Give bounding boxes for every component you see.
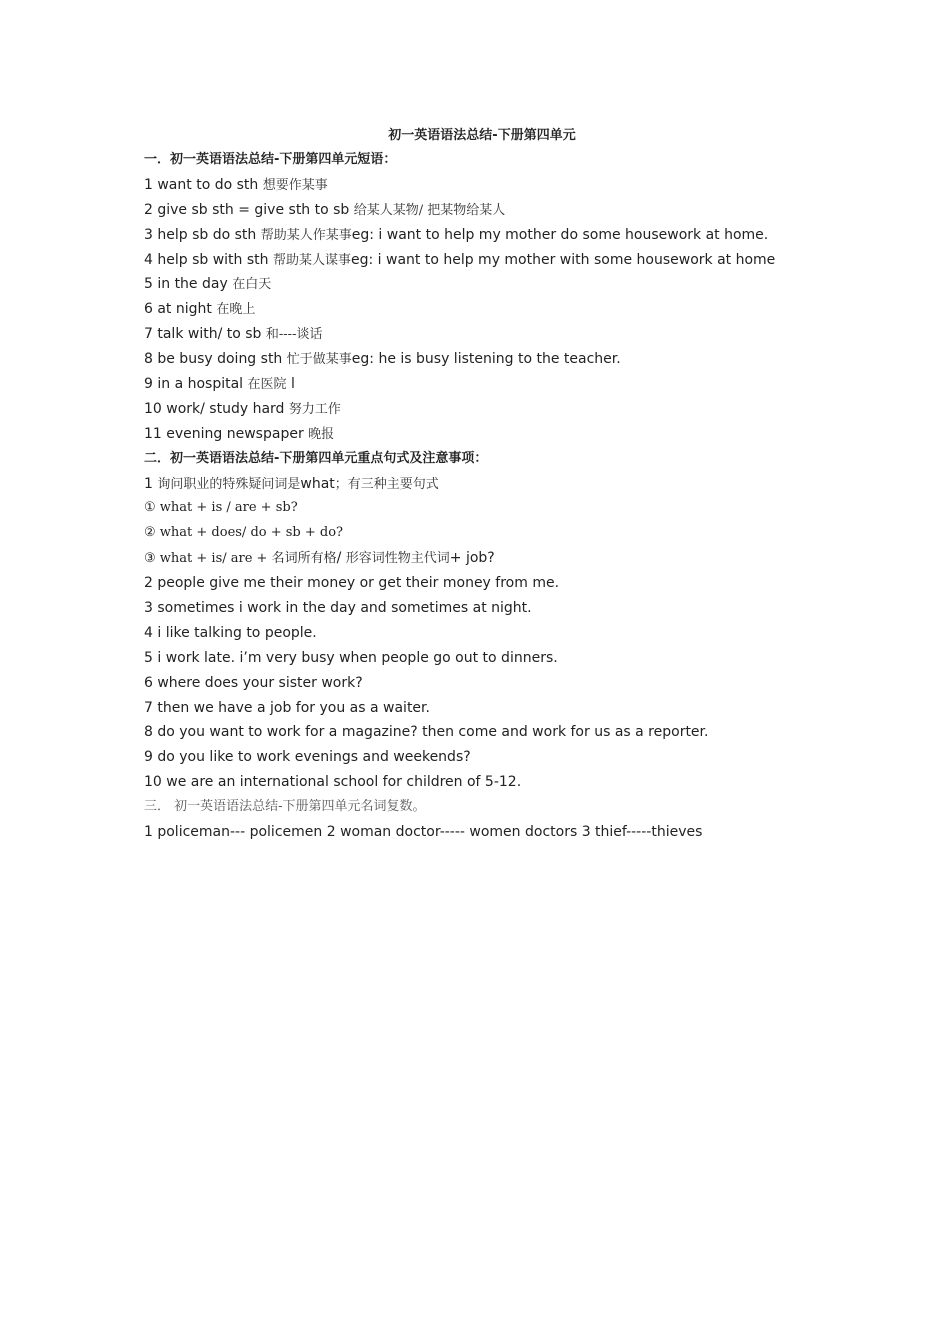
phrase-list (144, 173, 824, 447)
phrase-item: 4 help sb with sth 帮助某人谋事eg: i want to help my mother with some housework at home (144, 251, 776, 268)
sentence-item: 10 we are an international school for children of 5-12. (144, 774, 522, 791)
sentence-item: 5 i work late. i’m very busy when people go out to dinners. (144, 649, 558, 666)
phrase-item: 6 at night 在晚上 (144, 301, 256, 318)
sentence-item: 8 do you want to work for a magazine? then come and work for us as a reporter. (144, 724, 709, 741)
phrase-item: 2 give sb sth = give sth to sb 给某人某物/ 把某物给某人 (144, 201, 506, 218)
phrase-item: 10 work/ study hard 努力工作 (144, 400, 341, 417)
sentence-item: 3 sometimes i work in the day and sometimes at night. (144, 600, 532, 617)
section3-heading: 三． 初一英语语法总结-下册第四单元名词复数。 (144, 799, 426, 815)
sentence-form: ① what + is / are + sb? (144, 500, 298, 516)
sentence-form: ② what + does/ do + sb + do? (144, 525, 344, 541)
phrase-item: 5 in the day 在白天 (144, 276, 272, 293)
phrase-item: 8 be busy doing sth 忙于做某事eg: he is busy listening to the teacher. (144, 351, 621, 368)
sentence-item: 7 then we have a job for you as a waiter. (144, 699, 430, 716)
phrase-item: 9 in a hospital 在医院 l (144, 376, 295, 393)
sentence-item: 2 people give me their money or get their money from me. (144, 575, 560, 592)
phrase-item: 11 evening newspaper 晚报 (144, 425, 335, 442)
document-title: 初一英语语法总结-下册第四单元 (388, 128, 576, 143)
sentence-item: 9 do you like to work evenings and weekends? (144, 749, 471, 766)
sentence-item: 4 i like talking to people. (144, 624, 317, 641)
sentence-list (144, 571, 824, 795)
phrase-item: 7 talk with/ to sb 和----谈话 (144, 326, 323, 343)
section1-heading: 一．初一英语语法总结-下册第四单元短语： (144, 152, 397, 167)
phrase-item: 3 help sb do sth 帮助某人作某事eg: i want to help my mother do some housework at home. (144, 226, 769, 243)
sentence-item: 6 where does your sister work? (144, 674, 363, 691)
plural-line: 1 policeman--- policemen 2 woman doctor----- women doctors 3 thief-----thieves (144, 824, 703, 841)
section2-heading: 二．初一英语语法总结-下册第四单元重点句式及注意事项： (144, 450, 488, 466)
question-line: 1 询问职业的特殊疑问词是what；有三种主要句式 (144, 475, 439, 492)
phrase-item: 1 want to do sth 想要作某事 (144, 176, 328, 193)
sentence-form: ③ what + is/ are + 名词所有格/ 形容词性物主代词+ job? (144, 550, 495, 567)
document-page (144, 124, 824, 845)
